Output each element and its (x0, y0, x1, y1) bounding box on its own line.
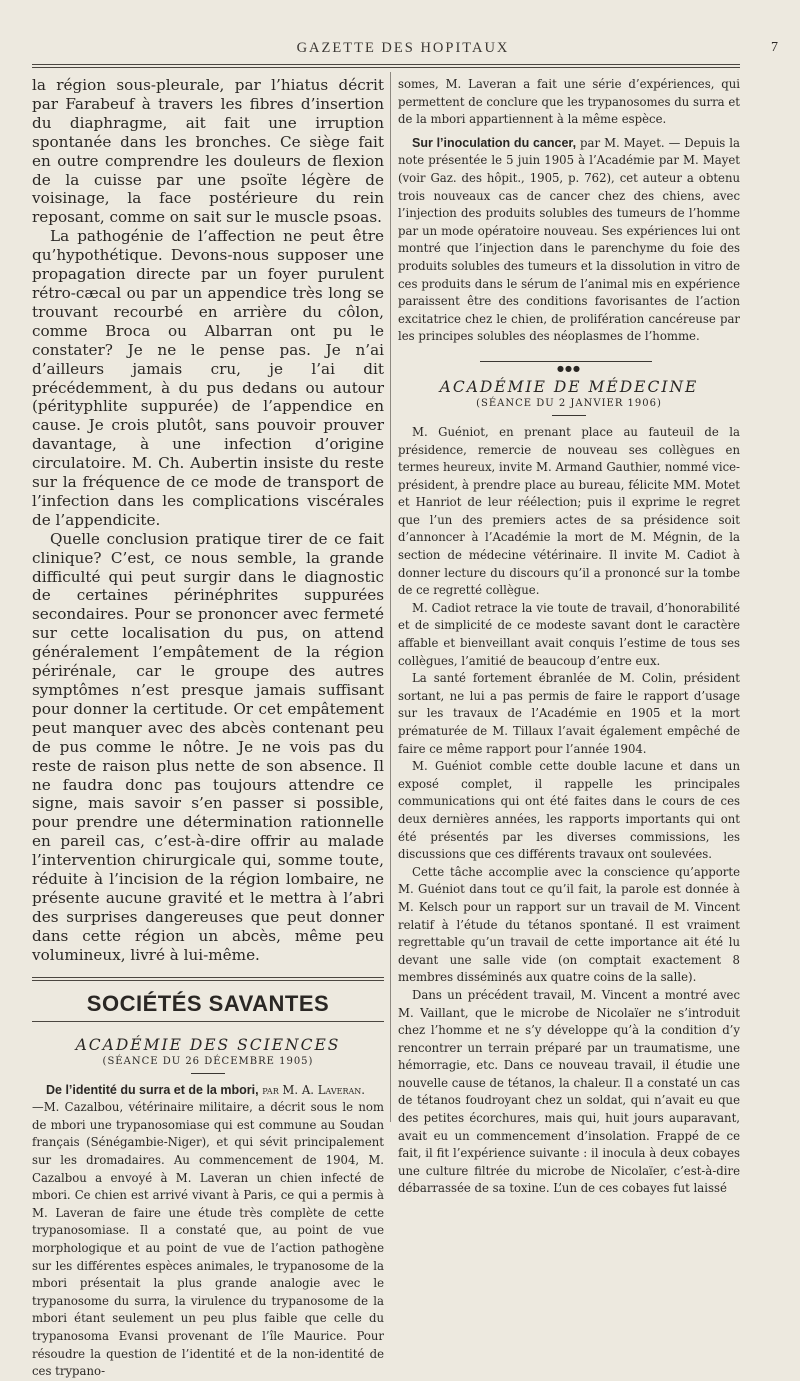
article-continuation (32, 76, 384, 965)
session-date: (SÉANCE DU 2 JANVIER 1906) (476, 397, 662, 409)
article-title: De l’identité du surra et de la mbori, (46, 1082, 259, 1097)
paragraph: La pathogénie de l’affection ne peut être qu’hypothétique. Devons-nous supposer une propagation directe par un foyer purulent rétro-cæcal ou par un appendice très long se trouvant recourbé en arrière du côlon, comme Broca ou Albarran ont pu le constater? Je ne le pense pas. Je n’ai d’ailleurs jamais cru, je l’ai dit précédemment, à du pus dedans ou autour (pérityphlite suppurée) de l’appendice en cause. Je crois plutôt, sans pouvoir prouver davantage, à une infection d’origine circulatoire. M. Ch. Aubertin insiste du reste sur la fréquence de ce mode de transport de l’infection dans les complications viscérales de l’appendicite. (32, 227, 384, 529)
article-body: —M. Cazalbou, vétérinaire militaire, a décrit sous le nom de mbori une trypanosomiase qui est commune au Soudan français (Sénégambie-Niger), et qui sévit principalement sur les dromadaires. Au commencement de 1904, M. Cazalbou a envoyé à M. Laveran un chien infecté de mbori. Ce chien est arrivé vivant à Paris, ce qui a permis à M. Laveran de faire une étude très complète de cette trypanosomiase. Il a constaté que, au point de vue morphologique et au point de vue de l’action pathogène sur les différentes espèces animales, le trypanosome de la mbori présentait la plus grande analogie avec le trypanosome du surra, la virulence du trypanosome de la mbori étant seulement un peu plus faible que celle du trypanosoma Evansi provenant de l’île Maurice. Pour résoudre la question de l’identité et de la non-identité de ces trypano- (32, 1100, 384, 1379)
section-rule (32, 977, 384, 981)
academy-proceedings (398, 424, 740, 1198)
paragraph: M. Guéniot, en prenant place au fauteuil de la présidence, remercie de nouveau ses collègues en termes heureux, invite M. Armand Gauthier, nommé vice-président, à prendre place au bureau, félicite MM. Motet et Hanriot de leur réélection; puis il exprime le regret que l’un des premiers actes de sa présidence soit d’annoncer à l’Académie la mort de M. Mégnin, de la section de médecine vétérinaire. Il invite M. Cadiot à donner lecture du discours qu’il a prononcé sur la tombe de ce regretté collègue. (398, 424, 740, 598)
short-rule (552, 415, 586, 416)
short-rule (191, 1073, 225, 1074)
session-date: (SÉANCE DU 26 DÉCEMBRE 1905) (102, 1055, 314, 1067)
left-column (32, 76, 384, 1381)
academy-title: ACADÉMIE DE MÉDECINE (439, 377, 699, 396)
journal-title: GAZETTE DES HOPITAUX (296, 40, 510, 56)
paragraph: M. Cadiot retrace la vie toute de travail, d’honorabilité et de simplicité de ce modeste savant dont le caractère affable et bienveillant avait conquis l’estime de tous ses collègues, l’amitié de beaucoup d’entre eux. (398, 600, 740, 668)
header-rule (32, 64, 740, 68)
paragraph: Cette tâche accomplie avec la conscience qu’apporte M. Guéniot dans tout ce qu’il fait, la parole est donnée à M. Kelsch pour un rapport sur un travail de M. Vincent relatif à l’étude du tétanos spontané. Il est vraiment regrettable qu’un travail de cette importance ait été lu devant une salle vide (on comptait exactement 8 membres disséminés aux quatre coins de la salle). (398, 864, 740, 985)
right-column (398, 76, 740, 1198)
running-header (28, 40, 778, 60)
academy-title: ACADÉMIE DES SCIENCES (75, 1035, 341, 1054)
paragraph: La santé fortement ébranlée de M. Colin, président sortant, ne lui a pas permis de faire le rapport d’usage sur les travaux de l’Académie en 1905 et la mort prématurée de M. Tillaux l’avait également empêché de faire ce même rapport pour l’année 1904. (398, 671, 740, 756)
continuation-text: somes, M. Laveran a fait une série d’expériences, qui permettent de conclure que les trypanosomes du surra et de la mbori appartiennent à la même espèce. (398, 77, 740, 127)
paragraph: Quelle conclusion pratique tirer de ce fait clinique? C’est, ce nous semble, la grande difficulté qui peut surgir dans le diagnostic de certaines périnéphrites suppurées secondaires. Pour se prononcer avec fermeté sur cette localisation du pus, on attend généralement l’empâtement de la région périrénale, car le groupe des autres symptômes n’est presque jamais suffisant pour donner la certitude. Or cet empâtement peut manquer avec des abcès contenant peu de pus comme le nôtre. Je ne vois pas du reste de raison plus nette de son absence. Il ne faudra donc pas toujours attendre ce signe, mais savoir s’en passer si possible, pour prendre une détermination rationnelle en pareil cas, c’est-à-dire offrir au malade l’intervention chirurgicale qui, somme toute, réduite à l’incision de la région lombaire, ne présente aucune gravité et le mettra à l’abri des surprises dangereuses que peut donner dans cette région un abcès, même peu volumineux, livré à lui-même. (32, 529, 384, 964)
article-mbori (32, 1082, 384, 1381)
paragraph: M. Guéniot comble cette double lacune et dans un exposé complet, il rappelle les principales communications qui ont été faites dans le cours de ces deux dernières années, les rapports importants qui ont été présentés par les diverses commissions, les discussions que ces différents travaux ont soulevées. (398, 759, 740, 862)
article-author: par M. A. Laveran. (262, 1082, 365, 1097)
paragraph: Dans un précédent travail, M. Vincent a montré avec M. Vaillant, que le microbe de Nicolaïer ne s’introduit chez l’homme et ne s’y développe qu’à la condition d’y rencontrer un terrain préparé par un traumatisme, une hémorragie, etc. Dans ce nouveau travail, il étudie une nouvelle cause de tétanos, la chaleur. Il a constaté un cas de tétanos foudroyant chez un soldat, qui n’avait eu que des petites écorchures, mais qui, huit jours auparavant, avait eu un commencement d’insolation. Frappé de ce fait, il fit l’expérience suivante : il inocula à deux cobayes une culture filtrée du microbe de Nicolaïer, c’est-à-dire débarrassée de sa toxine. L’un de ces cobayes fut laissé (398, 987, 740, 1196)
page-number: 7 (771, 40, 778, 55)
ornament-rule: ●●● (398, 356, 740, 366)
article-body: par M. Mayet. — Depuis la note présentée le 5 juin 1905 à l’Académie par M. Mayet (voir Gaz. des hôpit., 1905, p. 762), cet auteur a obtenu trois nouveaux cas de cancer chez des chiens, avec l’injection des produits solubles des tumeurs de l’homme par un mode opératoire nouveau. Ses expériences lui ont montré que l’injection dans le parenchyme du foie des produits solubles des tumeurs et la dissolution in vitro de ces produits dans le sérum de l’animal mis en expérience paraissent être des conditions favorisantes de l’action excitatrice chez le chien, de prolifération cancéreuse par les principes solubles des néoplasmes de l’homme. (398, 135, 740, 344)
article-title: Sur l’inoculation du cancer, (412, 135, 577, 150)
paragraph: la région sous-pleurale, par l’hiatus décrit par Farabeuf à travers les fibres d’insertion du diaphragme, ait fait une irruption spontanée dans les bronches. Ce siège fait en outre comprendre les douleurs de flexion de la cuisse par une psoïte légère de voisinage, la face postérieure du rein reposant, comme on sait sur le muscle psoas. (32, 76, 384, 227)
section-underline (32, 1021, 384, 1022)
column-divider (390, 72, 391, 1122)
section-title: SOCIÉTÉS SAVANTES (86, 990, 330, 1016)
